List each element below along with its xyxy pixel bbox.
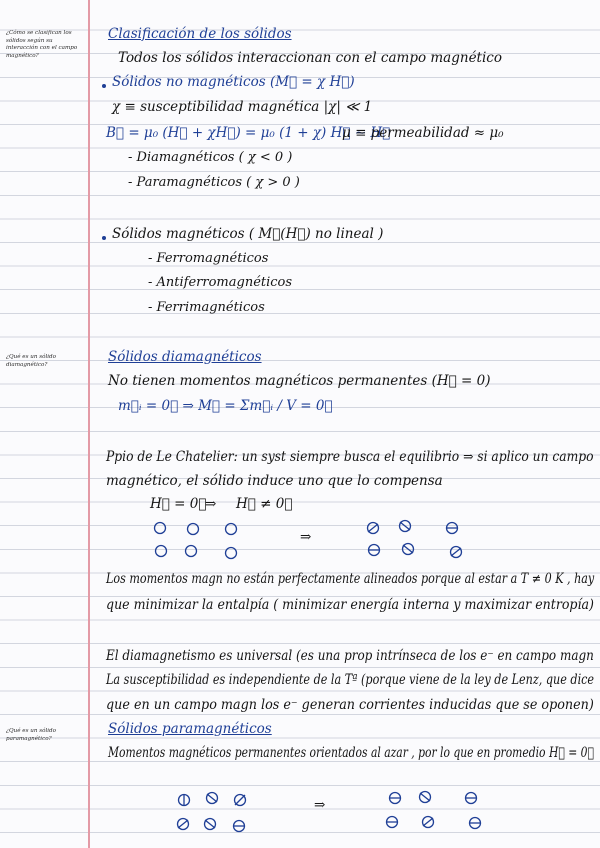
h-zero-label: H⃗ = 0⃗: [150, 496, 207, 512]
enthalpy-line: que minimizar la entalpía ( minimizar energía interna y maximizar entropía): [106, 597, 594, 613]
induce-line: magnético, el sólido induce uno que lo compensa: [106, 473, 443, 489]
lenz-line: que en un campo magn los e⁻ generan corrientes inducidas que se oponen): [106, 697, 594, 713]
section-title-paramagnetic: Sólidos paramagnéticos: [108, 721, 272, 737]
moments-not-aligned-line: Los momentos magn no están perfectamente alineados porque al estar a T ≠ 0 K , hay: [106, 571, 595, 587]
permeability-line: μ ≡ permeabilidad ≈ μ₀: [342, 125, 504, 141]
le-chatelier-line: Ppio de Le Chatelier: un syst siempre busca el equilibrio ⇒ si aplico un campo: [106, 449, 594, 465]
susceptibility-line: χ ≡ susceptibilidad magnética |χ| ≪ 1: [112, 99, 373, 115]
non-magnetic-solids: Sólidos no magnéticos (M⃗ = χ H⃗): [112, 74, 355, 90]
paramagnetic-line-1: Momentos magnéticos permanentes orientados al azar , por lo que en promedio H⃗ = 0⃗: [108, 745, 594, 761]
intro-line: Todos los sólidos interaccionan con el campo magnético: [118, 50, 502, 66]
h-nonzero-label: H⃗ ≠ 0⃗: [236, 496, 293, 512]
ferromagnetic-item: - Ferromagnéticos: [148, 251, 269, 266]
margin-question-classification: ¿Cómo se clasifican los sólidos según su interacción con el campo magnético?: [6, 30, 78, 59]
paramagnetic-item: - Paramagnéticos ( χ > 0 ): [128, 175, 300, 190]
antiferromagnetic-item: - Antiferromagnéticos: [148, 275, 293, 290]
section-title-classification: Clasificación de los sólidos: [108, 26, 292, 42]
margin-question-paramagnetic: ¿Qué es un sólido paramagnético?: [6, 728, 56, 742]
section-title-diamagnetic: Sólidos diamagnéticos: [108, 349, 262, 365]
margin-question-diamagnetic: ¿Qué es un sólido diamagnético?: [6, 354, 56, 368]
implies-arrow: ⇒: [205, 496, 217, 512]
magnetic-solids: Sólidos magnéticos ( M⃗(H⃗) no lineal ): [112, 226, 384, 242]
diamagnetic-item: - Diamagnéticos ( χ < 0 ): [128, 150, 293, 165]
diamagnetic-line-1: No tienen momentos magnéticos permanentes (H⃗ = 0): [108, 373, 491, 389]
paramagnetic-arrow: ⇒: [314, 797, 326, 813]
atoms-arrow: ⇒: [300, 529, 312, 545]
susceptibility-independent-line: La susceptibilidad es independiente de la Tª (porque viene de la ley de Lenz, que dice: [106, 672, 595, 688]
ferrimagnetic-item: - Ferrimagnéticos: [148, 300, 265, 315]
universal-line: El diamagnetismo es universal (es una prop intrínseca de los e⁻ en campo magn: [106, 648, 594, 664]
moment-equation: m⃗ᵢ = 0⃗ ⇒ M⃗ = Σm⃗ᵢ / V = 0⃗: [118, 398, 333, 414]
b-field-equation: B⃗ = μ₀ (H⃗ + χH⃗) = μ₀ (1 + χ) H⃗ ∼ H⃗: [106, 125, 391, 141]
